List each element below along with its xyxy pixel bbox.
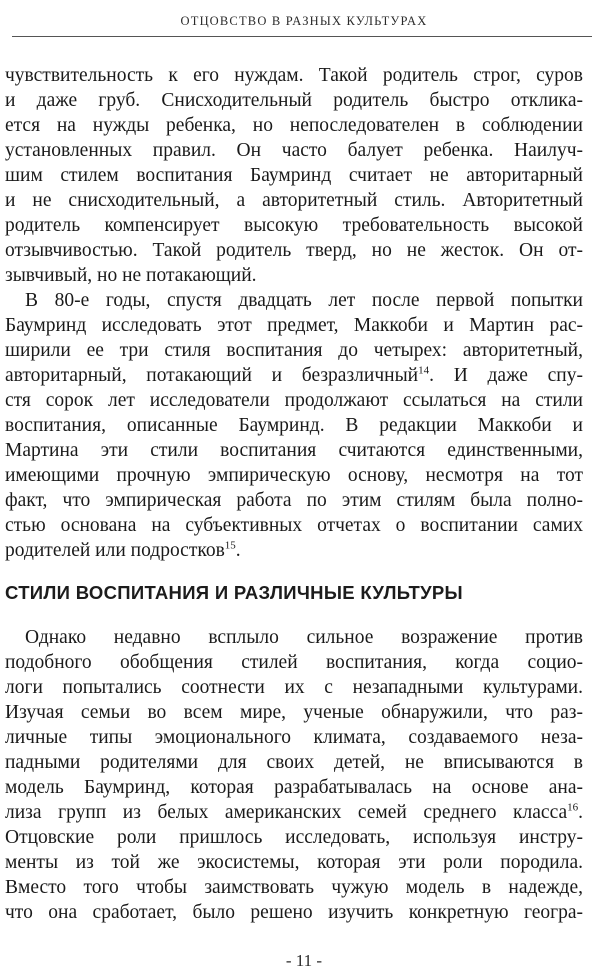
text-line: имеющими прочную эмпирическую основу, несмотря на тот — [5, 465, 583, 486]
text-line: и даже груб. Снисходительный родитель быстро откликa- — [5, 90, 583, 111]
text-line: установленных правил. Он часто балует ребенка. Наилуч- — [5, 140, 583, 161]
text-run: . И даже спу- — [429, 365, 583, 386]
text-line: Изучая семьи во всем мире, ученые обнаружили, что раз- — [5, 702, 583, 723]
text-line — [5, 801, 583, 825]
text-line: Мартина эти стили воспитания считаются единственными, — [5, 440, 583, 461]
text-run: лиза групп из белых американских семей среднего класса — [5, 802, 568, 823]
text-line: стя сорок лет исследователи продолжают ссылаться на стили — [5, 390, 583, 411]
page-number: - 11 - — [285, 951, 323, 970]
text-line: логи попытались соотнести их с незападными культурами. — [5, 677, 583, 698]
text-line: что она сработает, было решено изучить конкретную геогра- — [5, 902, 583, 923]
text-line — [5, 539, 583, 563]
text-line: зывчивый, но не потакающий. — [5, 265, 257, 286]
text-run: . — [578, 802, 583, 823]
text-line: Баумринд исследовать этот предмет, Маккоби и Мартин рас- — [5, 315, 583, 336]
text-line: Однако недавно всплыло сильное возражение против — [25, 627, 583, 648]
text-line: подобного обобщения стилей воспитания, когда социо- — [5, 652, 583, 673]
section-heading: СТИЛИ ВОСПИТАНИЯ И РАЗЛИЧНЫЕ КУЛЬТУРЫ — [5, 582, 463, 603]
text-run: авторитарный, потакающий и безразличный — [5, 365, 419, 386]
text-line: стью основана на субъективных отчетах о воспитании самих — [5, 515, 583, 536]
text-line: В 80-е годы, спустя двадцать лет после первой попытки — [25, 290, 583, 311]
text-line: факт, что эмпирическая работа по этим стилям была полно- — [5, 490, 583, 511]
footnote-ref-14: 14 — [418, 364, 430, 377]
text-run: . — [235, 540, 241, 561]
text-run: родителей или подростков — [5, 540, 225, 561]
text-line: отзывчивостью. Такой родитель тверд, но не жесток. Он от- — [5, 240, 583, 261]
text-line — [5, 364, 583, 388]
text-line: модель Баумринд, которая разрабатывалась на основе ана- — [5, 777, 583, 798]
text-line: и не снисходительный, а авторитетный стиль. Авторитетный — [5, 190, 583, 211]
text-line: родитель компенсирует высокую требовательность высокой — [5, 215, 583, 236]
text-line: Вместо того чтобы заимствовать чужую модель в надежде, — [5, 877, 583, 898]
text-line: личные типы эмоционального климата, создаваемого неза- — [5, 727, 583, 748]
text-line: Отцовские роли пришлось исследовать, используя инстру- — [5, 827, 583, 848]
text-line: шим стилем воспитания Баумринд считает не авторитарный — [5, 165, 583, 186]
footnote-ref-15: 15 — [224, 539, 236, 552]
text-line: воспитания, описанные Баумринд. В редакции Маккоби и — [5, 415, 583, 436]
text-line: ется на нужды ребенка, но непоследователен в соблюдении — [5, 115, 583, 136]
text-line: чувствительность к его нуждам. Такой родитель строг, суров — [5, 65, 583, 86]
text-line: менты из той же экосистемы, которая эти роли породила. — [5, 852, 583, 873]
header-rule — [12, 36, 592, 37]
footnote-ref-16: 16 — [567, 801, 579, 814]
text-line: падными родителями для своих детей, не вписываются в — [5, 752, 583, 773]
text-line: ширили ее три стиля воспитания до четырех: авторитетный, — [5, 340, 583, 361]
running-header: ОТЦОВСТВО В РАЗНЫХ КУЛЬТУРАХ — [180, 14, 428, 28]
